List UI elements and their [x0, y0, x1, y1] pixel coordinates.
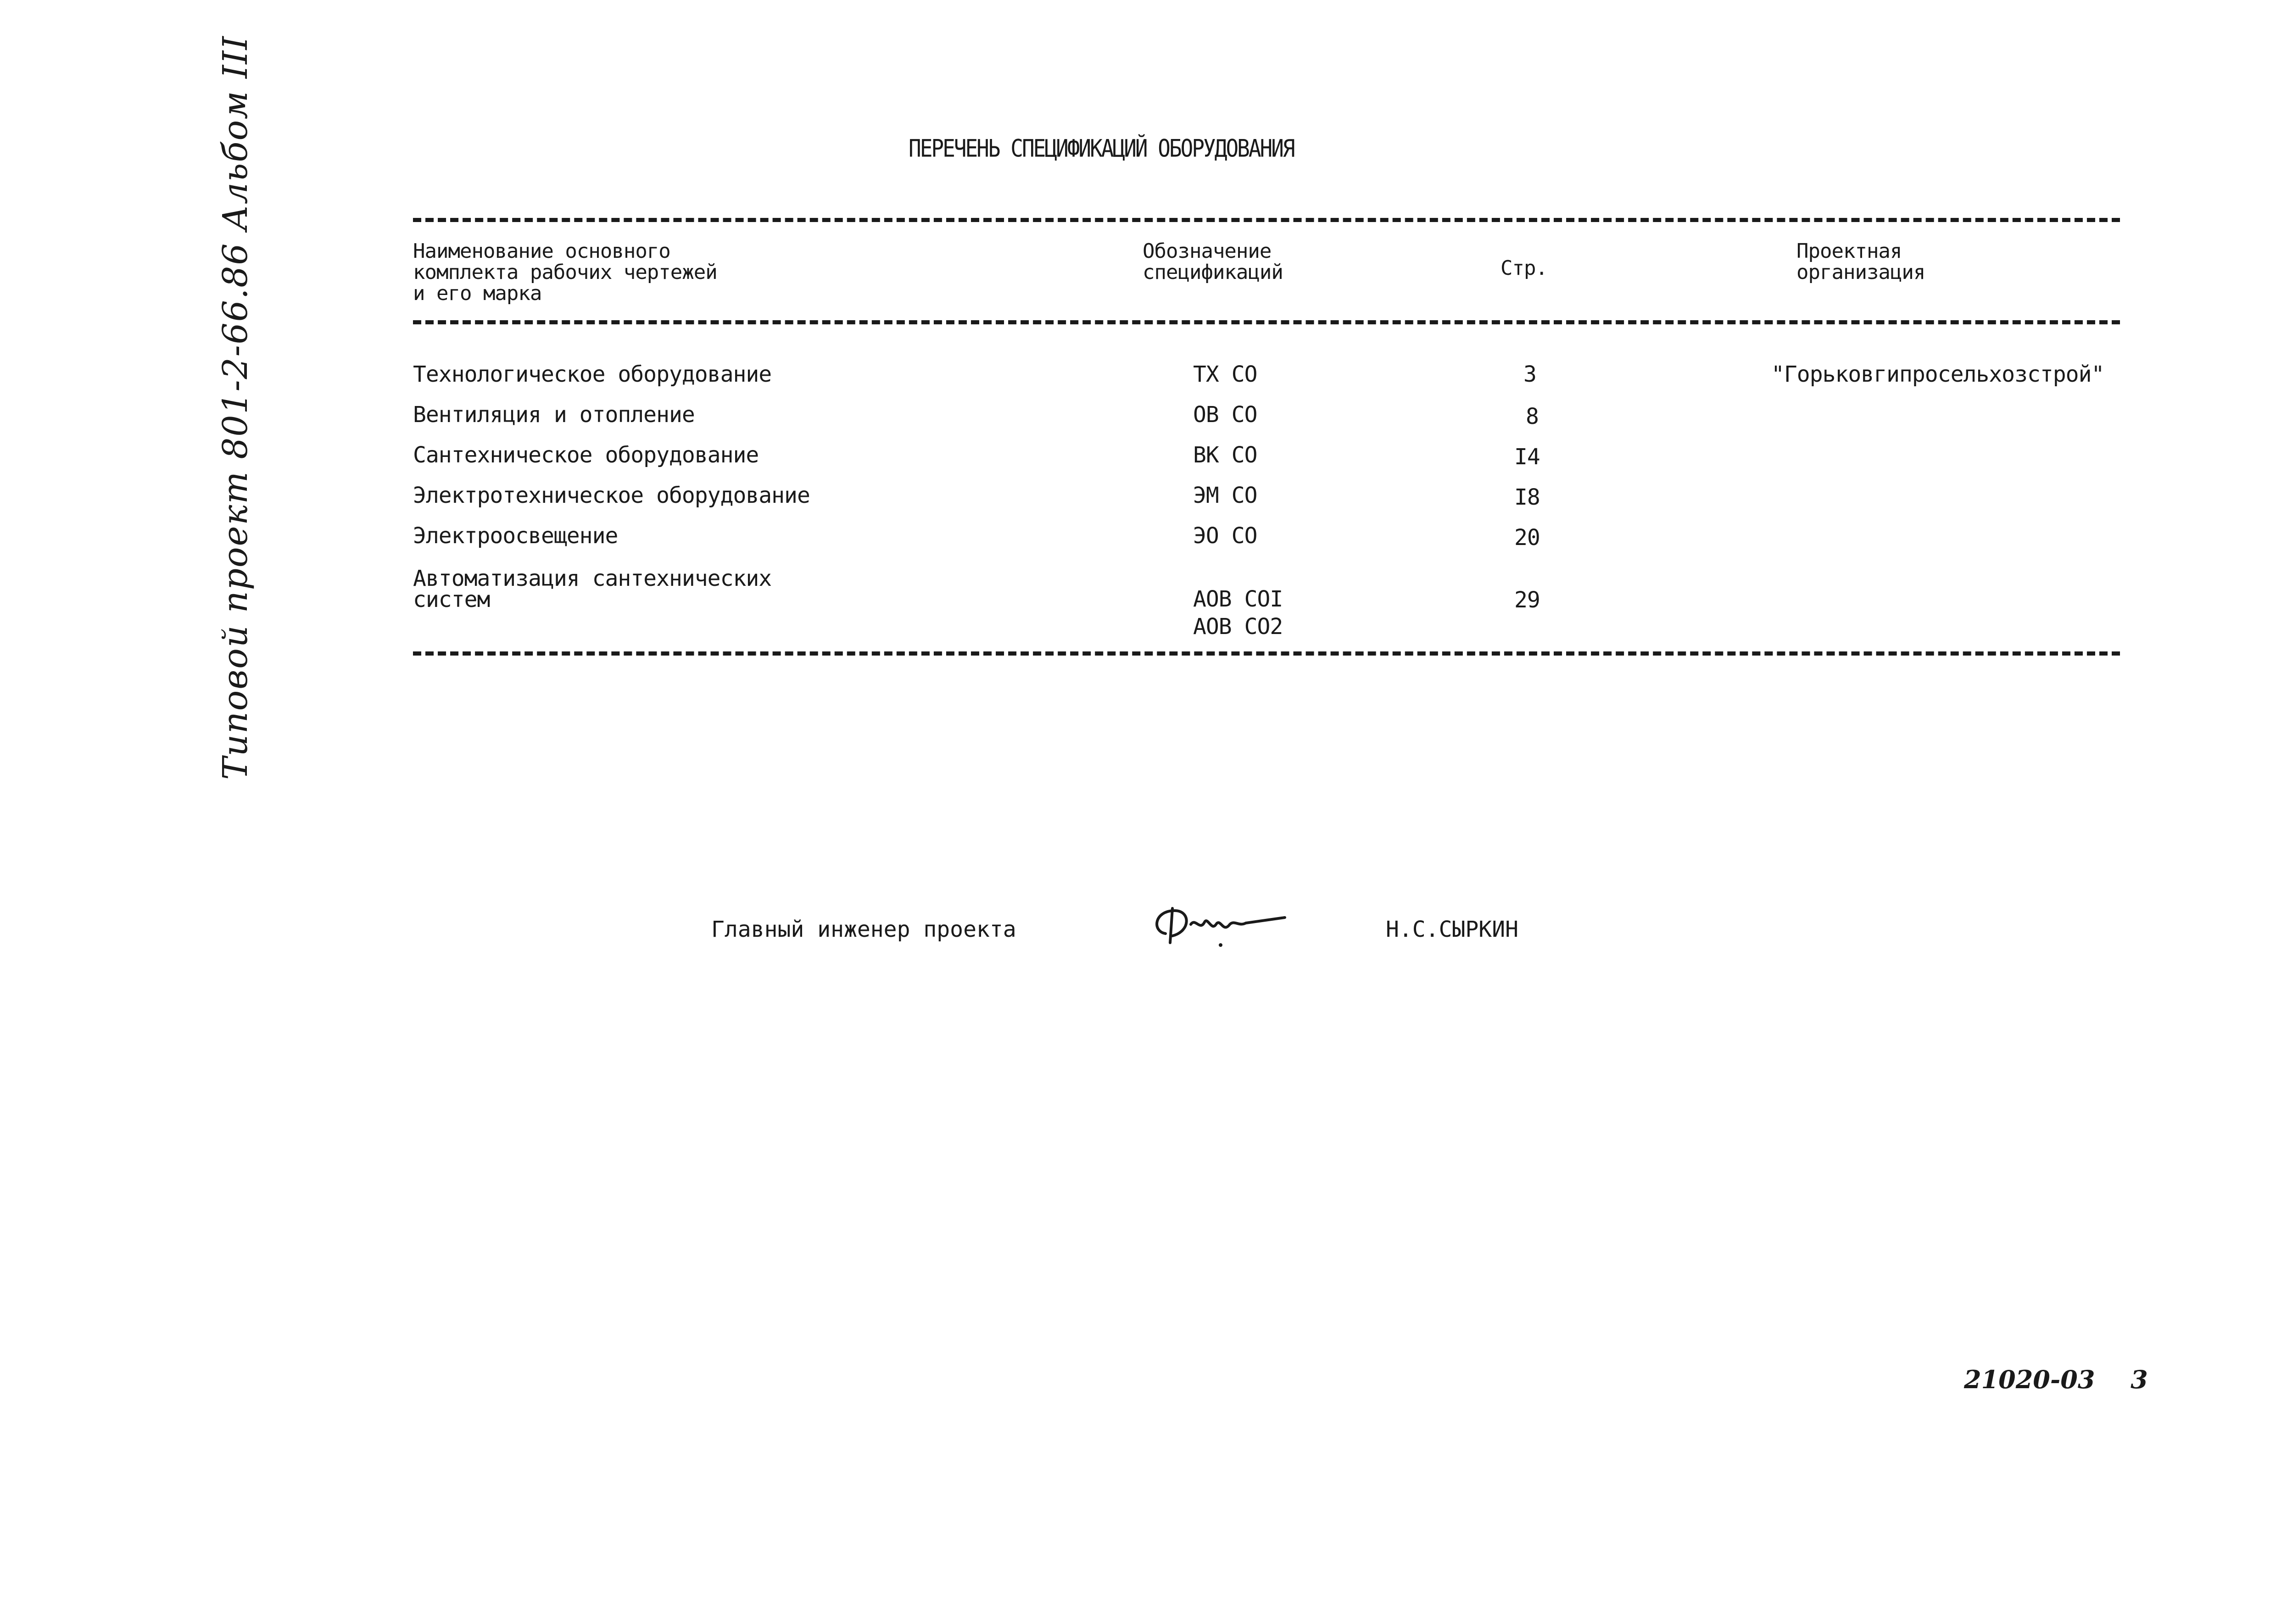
table-row-name: Вентиляция и отопление — [413, 402, 695, 428]
document-title: ПЕРЕЧЕНЬ СПЕЦИФИКАЦИЙ ОБОРУДОВАНИЯ — [909, 134, 1294, 163]
table-row-page: 8 — [1526, 404, 1539, 429]
table-row-code: АОВ СОI АОВ СО2 — [1193, 586, 1283, 640]
footer-page-number: 3 — [2131, 1365, 2148, 1394]
table-header-rule — [413, 320, 2120, 324]
header-org: Проектная организация — [1796, 239, 1925, 284]
table-row-org: "Горьковгипросельхозстрой" — [1771, 362, 2104, 387]
table-row-page: 20 — [1514, 525, 1540, 551]
table-row-page: 3 — [1523, 362, 1536, 387]
table-row-name: Автоматизация сантехнических систем — [413, 566, 772, 612]
signature-name: Н.С.СЫРКИН — [1386, 917, 1518, 942]
table-row-code: ТХ СО — [1193, 362, 1257, 387]
table-row-page: I4 — [1514, 444, 1540, 470]
table-row-code: ВК СО — [1193, 442, 1257, 468]
table-row-page: 29 — [1514, 587, 1540, 613]
table-row-page: I8 — [1514, 484, 1540, 510]
header-name: Наименование основного комплекта рабочих чертежей и его марка — [413, 239, 717, 305]
handwritten-signature — [1147, 899, 1303, 956]
table-row-name: Технологическое оборудование — [413, 362, 772, 387]
footer-code: 21020-03 — [1964, 1365, 2095, 1394]
table-bottom-rule — [413, 651, 2120, 656]
table-row-code: ОВ СО — [1193, 402, 1257, 428]
table-row-name: Электроосвещение — [413, 523, 618, 549]
table-row-name: Сантехническое оборудование — [413, 442, 759, 468]
header-code: Обозначение спецификаций — [1143, 239, 1283, 284]
table-row-code: ЭМ СО — [1193, 483, 1257, 508]
table-row-name: Электротехническое оборудование — [413, 483, 810, 508]
header-page: Стр. — [1500, 256, 1547, 280]
side-stamp: Типовой проект 801-2-66.86 Альбом III — [216, 35, 255, 780]
footer-doc-code — [1964, 1365, 2148, 1394]
table-top-rule — [413, 218, 2120, 222]
table-row-code: ЭО СО — [1193, 523, 1257, 549]
signature-role: Главный инженер проекта — [711, 917, 1016, 942]
